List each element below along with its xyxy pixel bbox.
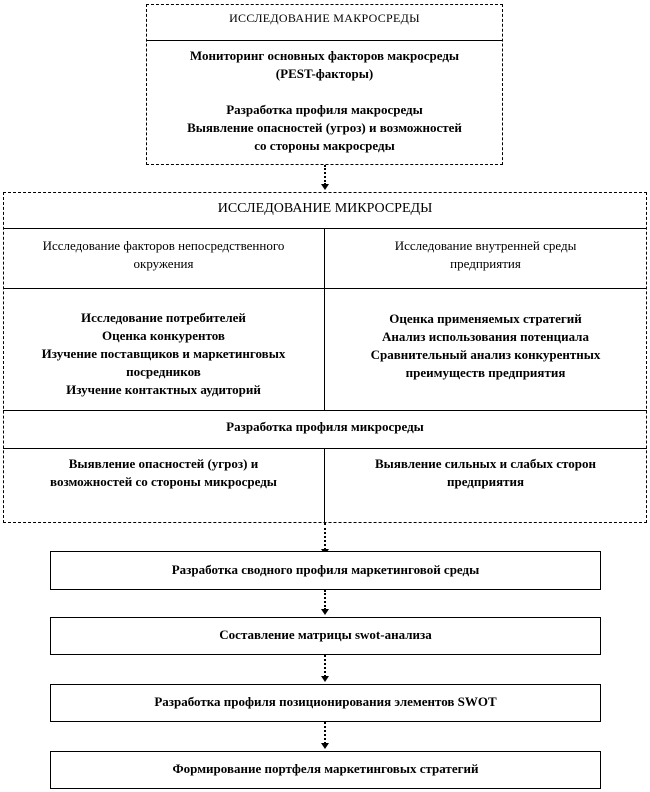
micro-left-header — [3, 237, 324, 273]
step-summary-profile-label: Разработка сводного профиля маркетинговой среды — [171, 562, 480, 577]
macro-line-source: со стороны макросреды — [254, 138, 395, 153]
micro-left-item: Оценка конкурентов — [102, 328, 225, 343]
micro-left-header-line-1: Исследование факторов непосредственного — [42, 238, 285, 253]
micro-right-items — [324, 310, 647, 382]
macro-spacer — [146, 83, 503, 101]
micro-right-item: Анализ использования потенциала — [382, 329, 589, 344]
micro-right-header-line-1: Исследование внутренней среды — [394, 238, 577, 253]
micro-divider-items — [3, 410, 647, 411]
step-positioning-profile-label: Разработка профиля позиционирования элементов SWOT — [154, 694, 497, 709]
macro-line-threats: Выявление опасностей (угроз) и возможностей — [187, 120, 462, 135]
micro-profile: Разработка профиля микросреды — [226, 419, 424, 434]
micro-right-bottom — [324, 455, 647, 491]
micro-divider-title — [3, 228, 647, 229]
micro-left-item: посредников — [126, 364, 201, 379]
micro-divider-profile — [3, 448, 647, 449]
micro-left-item: Изучение поставщиков и маркетинговых — [41, 346, 286, 361]
micro-left-bottom — [3, 455, 324, 491]
macro-title: ИССЛЕДОВАНИЕ МАКРОСРЕДЫ — [229, 11, 420, 25]
macro-line-monitoring: Мониторинг основных факторов макросреды — [189, 48, 460, 63]
micro-title: ИССЛЕДОВАНИЕ МИКРОСРЕДЫ — [217, 201, 433, 216]
micro-divider-headers — [3, 288, 647, 289]
macro-line-pest: (PEST-факторы) — [275, 66, 374, 81]
micro-left-bottom-line-1: Выявление опасностей (угроз) и — [68, 456, 259, 471]
micro-right-item: преимуществ предприятия — [405, 365, 566, 380]
step-strategy-portfolio-label: Формирование портфеля маркетинговых стратегий — [172, 761, 479, 776]
micro-left-header-line-2: окружения — [133, 256, 194, 271]
micro-right-bottom-line-2: предприятия — [446, 474, 525, 489]
micro-right-item: Оценка применяемых стратегий — [389, 311, 582, 326]
micro-right-header-line-2: предприятия — [450, 256, 521, 271]
micro-left-item: Исследование потребителей — [81, 310, 246, 325]
macro-line-profile: Разработка профиля макросреды — [226, 102, 423, 117]
micro-right-item: Сравнительный анализ конкурентных — [370, 347, 601, 362]
micro-left-bottom-line-2: возможностей со стороны микросреды — [50, 474, 277, 489]
micro-right-header — [324, 237, 647, 273]
macro-content — [146, 47, 503, 155]
micro-right-bottom-line-1: Выявление сильных и слабых сторон — [375, 456, 596, 471]
macro-divider — [146, 40, 503, 41]
micro-left-items — [3, 309, 324, 399]
micro-left-item: Изучение контактных аудиторий — [66, 382, 261, 397]
step-swot-matrix-label: Составление матрицы swot-анализа — [219, 627, 432, 642]
